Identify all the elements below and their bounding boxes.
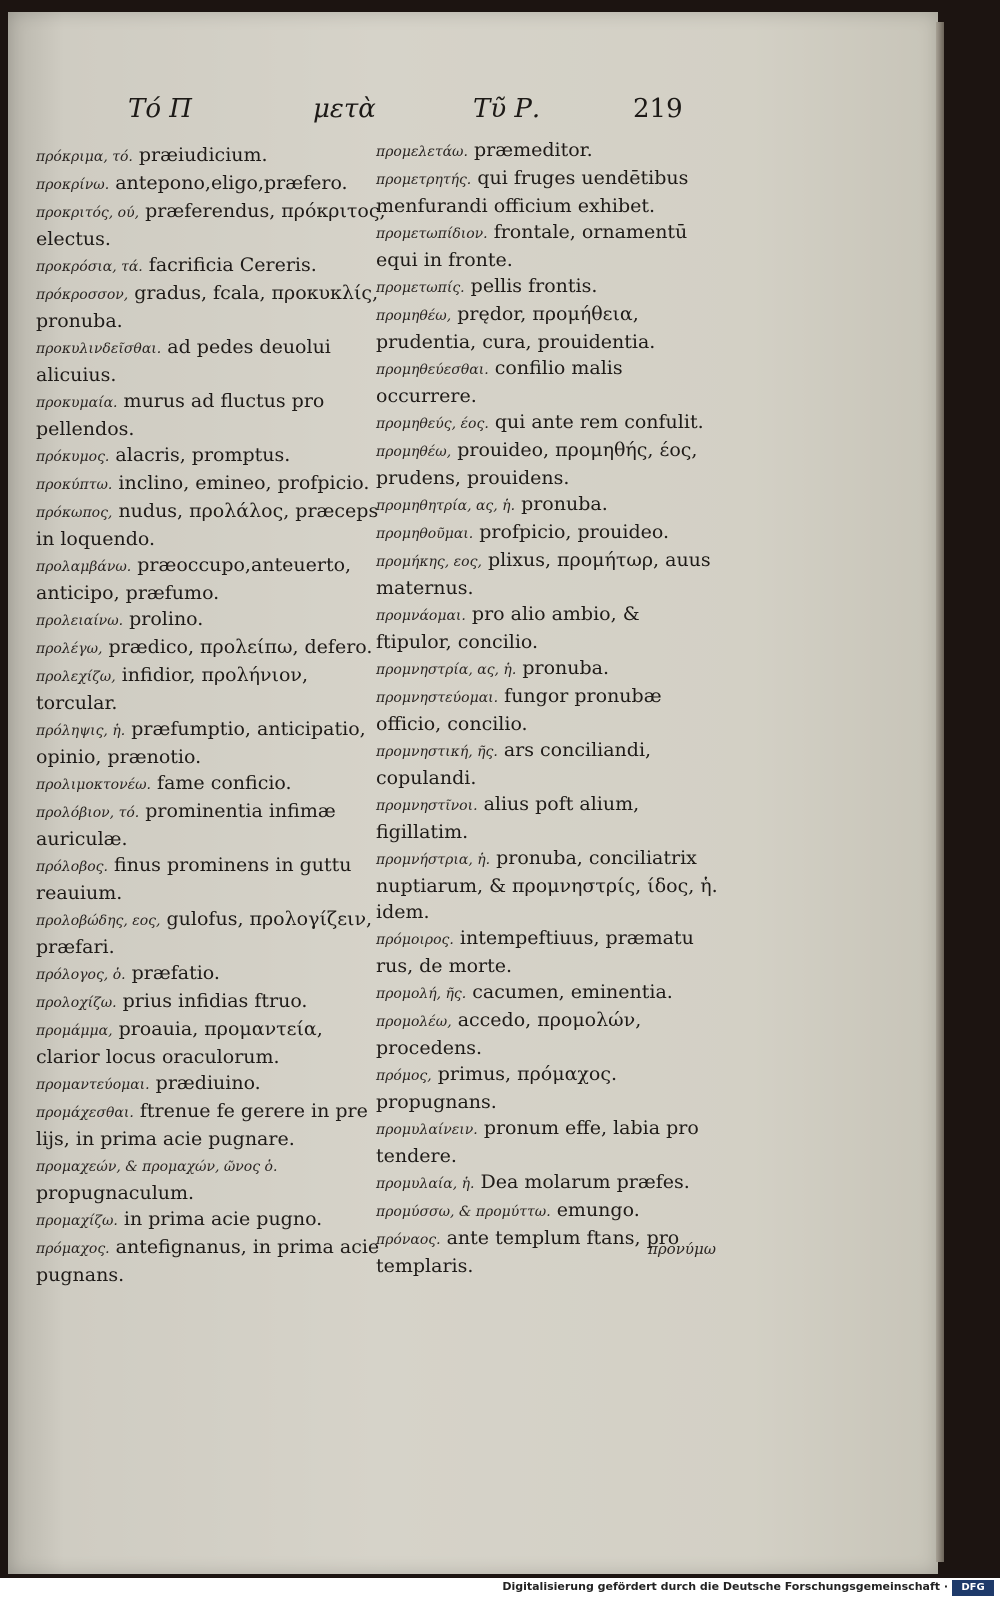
entry-definition: præferendus, πρόκριτος, electus. — [36, 200, 386, 250]
dictionary-entry — [36, 1206, 391, 1234]
funding-notice: Digitalisierung gefördert durch die Deutsche Forschungsgemeinschaft · — [502, 1580, 948, 1593]
dictionary-entry — [36, 334, 391, 388]
entry-definition: facrificia Cereris. — [148, 254, 317, 276]
entry-headword: προμνάομαι. — [376, 608, 466, 624]
entry-definition: ante templum ftans, pro templaris. — [376, 1227, 680, 1277]
entry-definition: cacumen, eminentia. — [472, 981, 673, 1003]
entry-definition: infidior, προλήνιον, torcular. — [36, 664, 309, 714]
entry-headword: πρόμοιρος. — [376, 932, 454, 948]
entry-headword: προμνηστῖνοι. — [376, 798, 478, 814]
dictionary-entry — [376, 925, 721, 979]
dictionary-entry — [376, 547, 721, 601]
entry-headword: προμαχεών, & προμαχών, ῶνος ὁ. — [36, 1159, 278, 1175]
dictionary-entry — [376, 655, 721, 683]
dictionary-entry — [376, 219, 721, 273]
dictionary-entry — [36, 770, 391, 798]
dictionary-entry — [376, 491, 721, 519]
entry-headword: προμηθέω, — [376, 444, 452, 460]
entry-headword: προμηθοῦμαι. — [376, 526, 474, 542]
entry-headword: προλειαίνω. — [36, 613, 124, 629]
entry-definition: Dea molarum præfes. — [480, 1171, 690, 1193]
header-right: Τῦ Ρ. — [473, 94, 541, 124]
dictionary-entry — [36, 1234, 391, 1288]
dfg-logo: DFG — [952, 1580, 994, 1596]
header-left: Τό Π — [128, 94, 192, 124]
entry-definition: pronuba. — [521, 493, 608, 515]
entry-definition: inclino, emineo, profpicio. — [118, 472, 370, 494]
dictionary-entry — [36, 798, 391, 852]
dictionary-entry — [36, 1016, 391, 1070]
entry-headword: προκυμαία. — [36, 395, 118, 411]
entry-definition: pro alio ambio, & ftipulor, concilio. — [376, 603, 640, 653]
entry-headword: πρόκροσσον, — [36, 287, 129, 303]
entry-headword: πρόλοβος. — [36, 859, 108, 875]
entry-definition: frontale, ornamentū equi in fronte. — [376, 221, 688, 271]
running-header — [8, 94, 938, 134]
entry-headword: προκυλινδεῖσθαι. — [36, 341, 162, 357]
dictionary-entry — [376, 409, 721, 437]
dictionary-entry — [36, 634, 391, 662]
entry-definition: fame conficio. — [157, 772, 292, 794]
entry-headword: προμύσσω, & προμύττω. — [376, 1204, 551, 1220]
dictionary-entry — [376, 601, 721, 655]
entry-headword: προμνηστρία, ας, ἡ. — [376, 662, 517, 678]
dictionary-entry — [36, 142, 391, 170]
entry-headword: προλέγω, — [36, 641, 103, 657]
dictionary-entry — [36, 280, 391, 334]
entry-definition: emungo. — [556, 1199, 640, 1221]
dictionary-entry — [36, 388, 391, 442]
entry-headword: προμετωπίδιον. — [376, 226, 488, 242]
entry-headword: προλόβιον, τό. — [36, 805, 140, 821]
entry-headword: πρόλογος, ὁ. — [36, 967, 126, 983]
entry-headword: προλαμβάνω. — [36, 559, 132, 575]
right-column — [376, 137, 721, 1279]
dictionary-entry — [36, 960, 391, 988]
dictionary-entry — [376, 979, 721, 1007]
dictionary-entry — [376, 1115, 721, 1169]
entry-headword: προμνήστρια, ἡ. — [376, 852, 491, 868]
entry-headword: προμάμμα, — [36, 1023, 113, 1039]
entry-definition: plixus, προμήτωρ, auus maternus. — [376, 549, 711, 599]
entry-headword: προμολέω, — [376, 1014, 452, 1030]
entry-definition: gulofus, προλογίζειν, præfari. — [36, 908, 373, 958]
dictionary-entry — [36, 852, 391, 906]
entry-definition: qui fruges uendētibus menfurandi officium exhibet. — [376, 167, 689, 217]
entry-headword: προμηθεύς, έος. — [376, 416, 489, 432]
dictionary-entry — [36, 470, 391, 498]
dictionary-entry — [376, 791, 721, 845]
entry-definition: prolino. — [129, 608, 204, 630]
entry-headword: προμηθητρία, ας, ἡ. — [376, 498, 516, 514]
entry-headword: προμυλαίνειν. — [376, 1122, 478, 1138]
entry-headword: προμολή, ῆς. — [376, 986, 467, 1002]
entry-definition: propugnaculum. — [36, 1182, 195, 1204]
dictionary-entry — [376, 355, 721, 409]
dictionary-entry — [36, 1098, 391, 1152]
entry-headword: προλεχίζω, — [36, 669, 116, 685]
entry-definition: prius infidias ftruo. — [122, 990, 308, 1012]
entry-definition: præfumptio, anticipatio, opinio, prænotio. — [36, 718, 366, 768]
dictionary-entry — [36, 1070, 391, 1098]
entry-headword: πρόναος. — [376, 1232, 441, 1248]
dictionary-entry — [376, 1197, 721, 1225]
entry-headword: προμνηστική, ῆς. — [376, 744, 498, 760]
entry-definition: præmeditor. — [473, 139, 593, 161]
header-middle: μετὰ — [313, 94, 376, 124]
entry-headword: προλοβώδης, εος, — [36, 913, 161, 929]
entry-headword: πρόμαχος. — [36, 1241, 110, 1257]
entry-definition: primus, πρόμαχος. propugnans. — [376, 1063, 618, 1113]
dictionary-entry — [376, 301, 721, 355]
entry-definition: alius poft alium, figillatim. — [376, 793, 640, 843]
dictionary-entry — [36, 442, 391, 470]
entry-definition: præfatio. — [131, 962, 220, 984]
dictionary-entry — [376, 137, 721, 165]
dictionary-entry — [36, 662, 391, 716]
dictionary-entry — [376, 437, 721, 491]
dictionary-entry — [376, 845, 721, 925]
entry-headword: προλιμοκτονέω. — [36, 777, 151, 793]
dictionary-entry — [376, 165, 721, 219]
catchword: προνύμω — [648, 1240, 716, 1258]
entry-definition: proauia, προμαντεία, clarior locus oraculorum. — [36, 1018, 323, 1068]
entry-definition: præoccupo,anteuerto, anticipo, præfumo. — [36, 554, 352, 604]
dictionary-entry — [376, 1169, 721, 1197]
dictionary-entry — [36, 252, 391, 280]
entry-definition: ad pedes deuolui alicuius. — [36, 336, 331, 386]
dictionary-entry — [36, 988, 391, 1016]
entry-headword: προκριτός, ού, — [36, 205, 140, 221]
entry-definition: alacris, promptus. — [115, 444, 291, 466]
entry-headword: πρόμος, — [376, 1068, 432, 1084]
entry-definition: antefignanus, in prima acie pugnans. — [36, 1236, 380, 1286]
entry-definition: pellis frontis. — [470, 275, 598, 297]
entry-definition: prædico, προλείπω, defero. — [108, 636, 373, 658]
left-column — [36, 142, 391, 1288]
page-number: 219 — [633, 94, 683, 124]
entry-definition: prominentia infimæ auriculæ. — [36, 800, 336, 850]
entry-definition: in prima acie pugno. — [123, 1208, 323, 1230]
entry-definition: pronuba, conciliatrix nuptiarum, & προμνηστρίς, ίδος, ἡ. idem. — [376, 847, 718, 923]
entry-definition: ars conciliandi, copulandi. — [376, 739, 652, 789]
entry-headword: προκρόσια, τά. — [36, 259, 143, 275]
entry-definition: finus prominens in guttu reauium. — [36, 854, 352, 904]
entry-definition: antepono,eligo,præfero. — [115, 172, 348, 194]
entry-headword: προμάχεσθαι. — [36, 1105, 134, 1121]
entry-definition: pronuba. — [522, 657, 610, 679]
dictionary-entry — [36, 552, 391, 606]
dictionary-entry — [36, 198, 391, 252]
entry-headword: προκύπτω. — [36, 477, 113, 493]
entry-headword: προμνηστεύομαι. — [376, 690, 499, 706]
entry-headword: προκρίνω. — [36, 177, 110, 193]
dictionary-entry — [376, 737, 721, 791]
dictionary-entry — [36, 906, 391, 960]
dictionary-entry — [376, 683, 721, 737]
entry-headword: πρόληψις, ἡ. — [36, 723, 126, 739]
entry-definition: accedo, προμολών, procedens. — [376, 1009, 642, 1059]
entry-definition: prędor, προμήθεια, prudentia, cura, prouidentia. — [376, 303, 656, 353]
entry-definition: confilio malis occurrere. — [376, 357, 623, 407]
dictionary-entry — [376, 273, 721, 301]
entry-definition: prouideo, προμηθής, έος, prudens, prouidens. — [376, 439, 698, 489]
footer-bar — [0, 1578, 1000, 1599]
entry-definition: murus ad fluctus pro pellendos. — [36, 390, 325, 440]
entry-headword: προλοχίζω. — [36, 995, 117, 1011]
entry-headword: προμαντεύομαι. — [36, 1077, 150, 1093]
dictionary-entry — [36, 716, 391, 770]
entry-headword: προμυλαία, ἡ. — [376, 1176, 475, 1192]
entry-definition: gradus, fcala, προκυκλίς, pronuba. — [36, 282, 379, 332]
entry-headword: προμηθεύεσθαι. — [376, 362, 489, 378]
entry-headword: πρόκωπος, — [36, 505, 113, 521]
entry-definition: præiudicium. — [138, 144, 268, 166]
entry-definition: profpicio, prouideo. — [479, 521, 670, 543]
entry-definition: prædiuino. — [155, 1072, 261, 1094]
entry-headword: προμετωπίς. — [376, 280, 465, 296]
entry-headword: προμελετάω. — [376, 144, 468, 160]
entry-headword: προμετρητής. — [376, 172, 472, 188]
dictionary-entry — [36, 498, 391, 552]
dictionary-entry — [36, 170, 391, 198]
entry-definition: pronum effe, labia pro tendere. — [376, 1117, 699, 1167]
dictionary-entry — [36, 1152, 391, 1206]
entry-headword: προμαχίζω. — [36, 1213, 118, 1229]
entry-headword: πρόκυμος. — [36, 449, 110, 465]
entry-headword: προμηθέω, — [376, 308, 452, 324]
entry-definition: qui ante rem confulit. — [494, 411, 704, 433]
dictionary-entry — [376, 1007, 721, 1061]
dictionary-entry — [376, 1061, 721, 1115]
entry-definition: intempeftiuus, præmatu rus, de morte. — [376, 927, 694, 977]
page-edge — [936, 22, 944, 1562]
entry-headword: προμήκης, εος, — [376, 554, 482, 570]
book-page — [8, 12, 938, 1574]
entry-definition: fungor pronubæ officio, concilio. — [376, 685, 662, 735]
entry-definition: nudus, προλάλος, præceps in loquendo. — [36, 500, 379, 550]
dictionary-entry — [36, 606, 391, 634]
entry-headword: πρόκριμα, τό. — [36, 149, 133, 165]
entry-definition: ftrenue fe gerere in pre lijs, in prima acie pugnare. — [36, 1100, 368, 1150]
dictionary-entry — [376, 519, 721, 547]
